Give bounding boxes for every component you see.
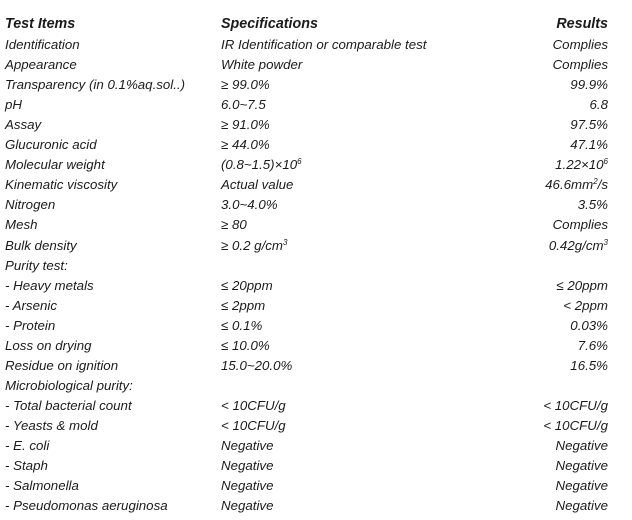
table-header bbox=[0, 14, 632, 34]
result-cell: 7.6% bbox=[577, 337, 608, 353]
table-row bbox=[0, 496, 632, 516]
specification-cell: ≥ 99.0% bbox=[221, 77, 270, 93]
result-cell: 3.5% bbox=[577, 197, 608, 213]
header-specifications: Specifications bbox=[221, 16, 318, 32]
table-row bbox=[0, 236, 632, 256]
result-cell: 16.5% bbox=[570, 357, 608, 373]
specification-cell: < 10CFU/g bbox=[221, 417, 286, 433]
table-row bbox=[0, 75, 632, 95]
specification-cell: ≥ 91.0% bbox=[221, 117, 270, 133]
test-item-cell: - Total bacterial count bbox=[5, 397, 132, 413]
test-item-cell: - Pseudomonas aeruginosa bbox=[5, 498, 168, 514]
test-item-cell: Kinematic viscosity bbox=[5, 177, 118, 193]
specification-cell: Negative bbox=[221, 478, 274, 494]
specification-cell: ≥ 0.2 $g/cm^3$ bbox=[221, 237, 288, 253]
test-item-cell: - Protein bbox=[5, 317, 56, 333]
specification-cell: Negative bbox=[221, 458, 274, 474]
table-row bbox=[0, 296, 632, 316]
specification-cell: ≤ 2ppm bbox=[221, 297, 266, 313]
result-cell: Negative bbox=[555, 438, 608, 453]
result-cell: 47.1% bbox=[570, 137, 608, 153]
result-cell: < 10CFU/g bbox=[543, 397, 608, 413]
table-row bbox=[0, 155, 632, 175]
test-item-cell: Identification bbox=[5, 37, 80, 52]
test-item-cell: - Salmonella bbox=[5, 478, 79, 494]
table-row bbox=[0, 215, 632, 235]
specification-cell: ≥ 80 bbox=[221, 217, 247, 233]
table-row bbox=[0, 276, 632, 296]
specification-cell: IR Identification or comparable test bbox=[221, 37, 427, 52]
result-cell: < 2ppm bbox=[563, 297, 608, 313]
result-cell: $0.42g/cm^3$ bbox=[548, 237, 608, 253]
result-cell: 97.5% bbox=[570, 117, 608, 133]
test-item-cell: - Staph bbox=[5, 458, 48, 474]
table-row bbox=[0, 256, 632, 276]
result-cell: 99.9% bbox=[570, 77, 608, 93]
specification-cell: 6.0~7.5 bbox=[221, 97, 266, 113]
result-cell: $46.6mm^2/s$ bbox=[545, 177, 608, 193]
test-item-cell: Residue on ignition bbox=[5, 357, 119, 373]
test-item-cell: - Heavy metals bbox=[5, 277, 94, 293]
test-item-cell: - E. coli bbox=[5, 438, 50, 453]
result-cell: Complies bbox=[552, 57, 608, 73]
specification-cell: ≤ 10.0% bbox=[221, 337, 270, 353]
table-row bbox=[0, 476, 632, 496]
test-item-cell: Purity test: bbox=[5, 257, 68, 273]
test-item-cell: pH bbox=[5, 97, 22, 113]
header-results: Results bbox=[556, 16, 608, 32]
table-row bbox=[0, 456, 632, 476]
table-row bbox=[0, 115, 632, 135]
table-row bbox=[0, 175, 632, 195]
test-item-cell: Molecular weight bbox=[5, 157, 105, 173]
result-cell: Negative bbox=[555, 478, 608, 494]
test-item-cell: Bulk density bbox=[5, 237, 77, 253]
result-cell: Complies bbox=[552, 217, 608, 233]
test-item-cell: Transparency (in 0.1%aq.sol..) bbox=[5, 77, 186, 93]
table-row bbox=[0, 356, 632, 376]
test-item-cell: Appearance bbox=[5, 57, 77, 73]
result-cell: Complies bbox=[552, 37, 608, 52]
table-row bbox=[0, 396, 632, 416]
header-test-items: Test Items bbox=[5, 16, 76, 32]
result-cell: Negative bbox=[555, 498, 608, 514]
result-cell: < 10CFU/g bbox=[543, 417, 608, 433]
table-row bbox=[0, 416, 632, 436]
result-cell: $1.22\times 10^6$ bbox=[555, 157, 608, 173]
test-item-cell: Nitrogen bbox=[5, 197, 56, 213]
table-row bbox=[0, 135, 632, 155]
specification-cell: 3.0~4.0% bbox=[221, 197, 278, 213]
test-item-cell: Glucuronic acid bbox=[5, 137, 97, 153]
specification-cell: White powder bbox=[221, 57, 303, 73]
result-cell: 6.8 bbox=[589, 97, 608, 113]
table-row bbox=[0, 376, 632, 396]
table-row bbox=[0, 336, 632, 356]
specification-cell: Negative bbox=[221, 438, 274, 453]
table-row bbox=[0, 55, 632, 75]
specification-cell: Actual value bbox=[221, 177, 294, 193]
table-row bbox=[0, 95, 632, 115]
specification-cell: Negative bbox=[221, 498, 274, 514]
test-item-cell: Mesh bbox=[5, 217, 38, 233]
test-item-cell: - Yeasts & mold bbox=[5, 417, 98, 433]
table-row bbox=[0, 35, 632, 55]
table-row bbox=[0, 195, 632, 215]
table-row bbox=[0, 436, 632, 456]
specification-cell: < 10CFU/g bbox=[221, 397, 286, 413]
result-cell: Negative bbox=[555, 458, 608, 474]
specification-cell: ≥ 44.0% bbox=[221, 137, 270, 153]
test-item-cell: Loss on drying bbox=[5, 337, 92, 353]
result-cell: 0.03% bbox=[570, 317, 608, 333]
test-item-cell: Assay bbox=[5, 117, 42, 133]
specification-cell: 15.0~20.0% bbox=[221, 357, 293, 373]
table-row bbox=[0, 316, 632, 336]
test-item-cell: - Arsenic bbox=[5, 297, 57, 313]
result-cell: ≤ 20ppm bbox=[556, 277, 608, 293]
specification-cell: $(0.8\sim 1.5)\times 10^6$ bbox=[221, 157, 302, 173]
test-item-cell: Microbiological purity: bbox=[5, 377, 133, 393]
specification-cell: ≤ 20ppm bbox=[221, 277, 273, 293]
specification-cell: ≤ 0.1% bbox=[221, 317, 263, 333]
